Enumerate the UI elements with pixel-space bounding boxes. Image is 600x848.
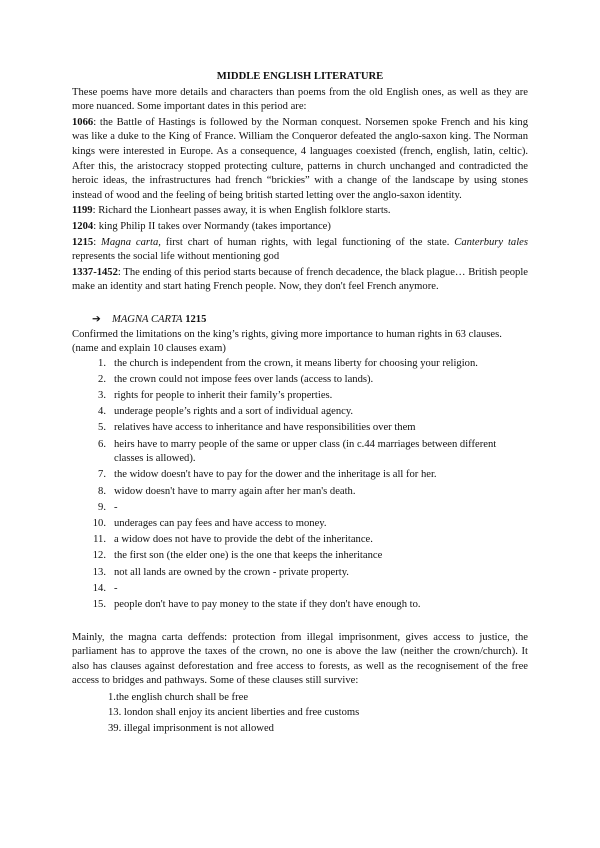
document-page	[72, 70, 528, 738]
heading-year: 1215	[185, 313, 207, 325]
clause-text: the first son (the elder one) is the one that keeps the inheritance	[114, 550, 383, 562]
clause-number: 11.	[93, 534, 106, 546]
date-text: represents the social life without mentioning god	[72, 251, 280, 263]
clause-text: heirs have to marry people of the same or upper class (in c.44 marriages between different classes is allowed).	[114, 438, 497, 465]
clause-item	[72, 566, 528, 581]
clause-text: not all lands are owned by the crown - private property.	[114, 566, 349, 578]
clause-number: 3.	[98, 390, 106, 402]
intro-paragraph: These poems have more details and characters than poems from the old English ones, as well as they are more nuanced. Some important dates in this period are:	[72, 86, 528, 113]
summary-paragraph: Mainly, the magna carta deffends: protection from illegal imprisonment, gives access to justice, the parliament has to approve the taxes of the crown, no one is above the law (neither the crown/church). It also has clauses against deforestation and free access to forests, as well as the recognisement of the free access to bridges and pathways. Some of these clauses still survive:	[72, 631, 528, 687]
clause-number: 10.	[92, 517, 106, 529]
clause-number: 2.	[98, 373, 106, 385]
canterbury-tales-italic: Canterbury tales	[454, 236, 529, 248]
clause-text: rights for people to inherit their family’s properties.	[114, 390, 333, 402]
clause-number: 5.	[98, 422, 106, 434]
date-year: 1199	[72, 205, 93, 217]
clause-number: 7.	[98, 469, 106, 481]
date-year: 1066	[72, 116, 94, 128]
clause-item	[72, 598, 528, 613]
clause-item	[72, 517, 528, 532]
clause-item	[72, 582, 528, 597]
clause-item	[72, 357, 528, 372]
clause-text: the church is independent from the crown, it means liberty for choosing your religion.	[114, 357, 478, 369]
heading-italic: MAGNA CARTA	[112, 313, 183, 325]
clause-item	[72, 501, 528, 516]
surviving-clause: 39. illegal imprisonment is not allowed	[108, 723, 274, 735]
document-title: MIDDLE ENGLISH LITERATURE	[216, 71, 384, 82]
date-text: : Richard the Lionheart passes away, it is when English folklore starts.	[92, 205, 391, 217]
clause-number: 6.	[98, 438, 106, 450]
surviving-clauses	[72, 691, 528, 737]
clause-number: 15.	[92, 598, 106, 610]
clause-text: the widow doesn't have to pay for the dower and the inheritage is all for her.	[114, 469, 437, 481]
date-entry-1199	[72, 204, 528, 219]
date-text: : the Battle of Hastings is followed by the Norman conquest. Norsemen spoke French and his king was like a duke to the King of France. William the Conqueror defeated the anglo-saxon king. The Norman kings were interested in Europe. As a consequence, 4 languages coexisted (french, english, latin, celtic). After this, the aristocracy stopped protecting culture, patterns in church unchanged and contradicted the heroic ideas, the infrastructures had french “brickies” with a change of the landscape by using stones instead of wood and the feeling of being british started letting over the anglo-saxon identity.	[72, 116, 528, 201]
date-year: 1337-1452	[72, 266, 118, 278]
clause-item	[72, 549, 528, 564]
date-text: first chart of human rights, with legal functioning of the state.	[160, 236, 455, 248]
surviving-clause: 13. london shall enjoy its ancient liberties and free customs	[108, 707, 360, 719]
clause-number: 8.	[98, 485, 106, 497]
date-entry-1066	[72, 116, 528, 204]
clause-item	[72, 468, 528, 483]
clause-item	[72, 421, 528, 436]
clause-item	[72, 405, 528, 420]
magna-carta-italic: Magna carta,	[101, 236, 161, 248]
date-year: 1204	[72, 220, 94, 232]
date-text: : The ending of this period starts because of french decadence, the black plague… British people make an identity and start hating French people. Now, they don't feel French anymore.	[72, 266, 528, 293]
clause-text: a widow does not have to provide the debt of the inheritance.	[114, 534, 373, 546]
date-text: :	[93, 236, 102, 248]
clause-number: 9.	[98, 501, 106, 513]
clause-item	[72, 389, 528, 404]
clause-list	[72, 357, 528, 613]
surviving-clause: 1.the english church shall be free	[108, 691, 249, 703]
date-entry-1215	[72, 236, 528, 265]
clause-number: 13.	[92, 566, 106, 578]
arrow-right-icon: ➔	[92, 313, 101, 325]
date-entry-1337-1452	[72, 266, 528, 295]
clause-text: underage people’s rights and a sort of individual agency.	[114, 406, 354, 418]
clause-text: people don't have to pay money to the state if they don't have enough to.	[114, 598, 421, 610]
clause-item	[72, 438, 528, 467]
clause-text: -	[114, 501, 118, 513]
date-text: : king Philip II takes over Normandy (takes importance)	[93, 220, 331, 232]
date-entry-1204	[72, 220, 528, 235]
clause-text: -	[114, 582, 118, 594]
clause-text: widow doesn't have to marry again after her man's death.	[114, 485, 356, 497]
magna-carta-heading	[72, 313, 528, 328]
clause-item	[72, 373, 528, 388]
clause-number: 14.	[92, 582, 106, 594]
date-year: 1215	[72, 236, 94, 248]
clause-number: 1.	[98, 357, 106, 369]
clause-number: 12.	[92, 550, 106, 562]
magna-carta-intro: Confirmed the limitations on the king’s rights, giving more importance to human rights in 63 clauses. (name and explain 10 clauses exam)	[72, 328, 502, 355]
clause-number: 4.	[98, 406, 106, 418]
clause-item	[72, 485, 528, 500]
clause-text: the crown could not impose fees over lands (access to lands).	[114, 373, 374, 385]
clause-text: relatives have access to inheritance and have responsibilities over them	[114, 422, 416, 434]
clause-text: underages can pay fees and have access to money.	[114, 517, 327, 529]
clause-item	[72, 533, 528, 548]
